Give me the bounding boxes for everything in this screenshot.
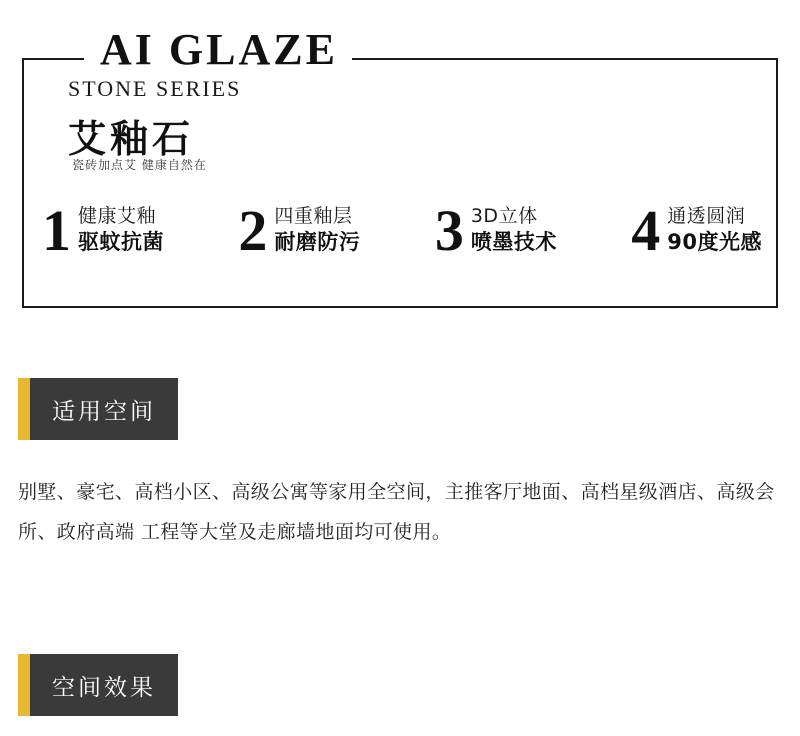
- brand-name-chinese: 艾釉石: [68, 117, 195, 161]
- feature-line-secondary: 90度光感: [667, 230, 762, 254]
- feature-number: 4: [631, 198, 661, 263]
- feature-line-primary: 3D立体: [470, 205, 538, 227]
- heading-label: 适用空间: [52, 398, 156, 425]
- feature-text: [667, 200, 762, 256]
- feature-text: [78, 200, 164, 256]
- feature-item: [42, 200, 164, 262]
- section-heading-space-effect: [18, 654, 178, 716]
- brand-hero-box: [22, 25, 778, 308]
- heading-accent-bar: [18, 654, 30, 716]
- feature-number: 2: [238, 198, 268, 263]
- section-heading-applicable-space: [18, 378, 178, 440]
- feature-item: [238, 200, 360, 262]
- feature-line-primary: 健康艾釉: [78, 205, 157, 227]
- brand-series-english: STONE SERIES: [68, 76, 242, 101]
- feature-line-primary: 四重釉层: [274, 205, 353, 227]
- heading-accent-bar: [18, 378, 30, 440]
- heading-label: 空间效果: [52, 674, 156, 701]
- feature-list: [42, 200, 762, 262]
- feature-line-secondary: 喷墨技术: [470, 230, 557, 254]
- feature-line-secondary: 耐磨防污: [274, 230, 361, 254]
- feature-number: 1: [42, 198, 71, 263]
- brand-name-english: AI GLAZE: [84, 22, 352, 78]
- feature-text: [471, 200, 557, 256]
- applicable-space-description: 别墅、豪宅、高档小区、高级公寓等家用全空间，主推客厅地面、高档星级酒店、高级会所、政府高端 工程等大堂及走廊墙地面均可使用。: [18, 481, 775, 543]
- feature-text: [274, 200, 360, 256]
- heading-box: [30, 654, 178, 716]
- feature-item: [631, 200, 762, 262]
- feature-line-primary: 通透圆润: [667, 205, 746, 227]
- feature-number: 3: [434, 198, 464, 263]
- feature-line-secondary: 驱蚊抗菌: [78, 230, 164, 254]
- feature-item: [435, 200, 557, 262]
- brand-slogan: 瓷砖加点艾 健康自然在: [72, 158, 207, 172]
- heading-box: [30, 378, 178, 440]
